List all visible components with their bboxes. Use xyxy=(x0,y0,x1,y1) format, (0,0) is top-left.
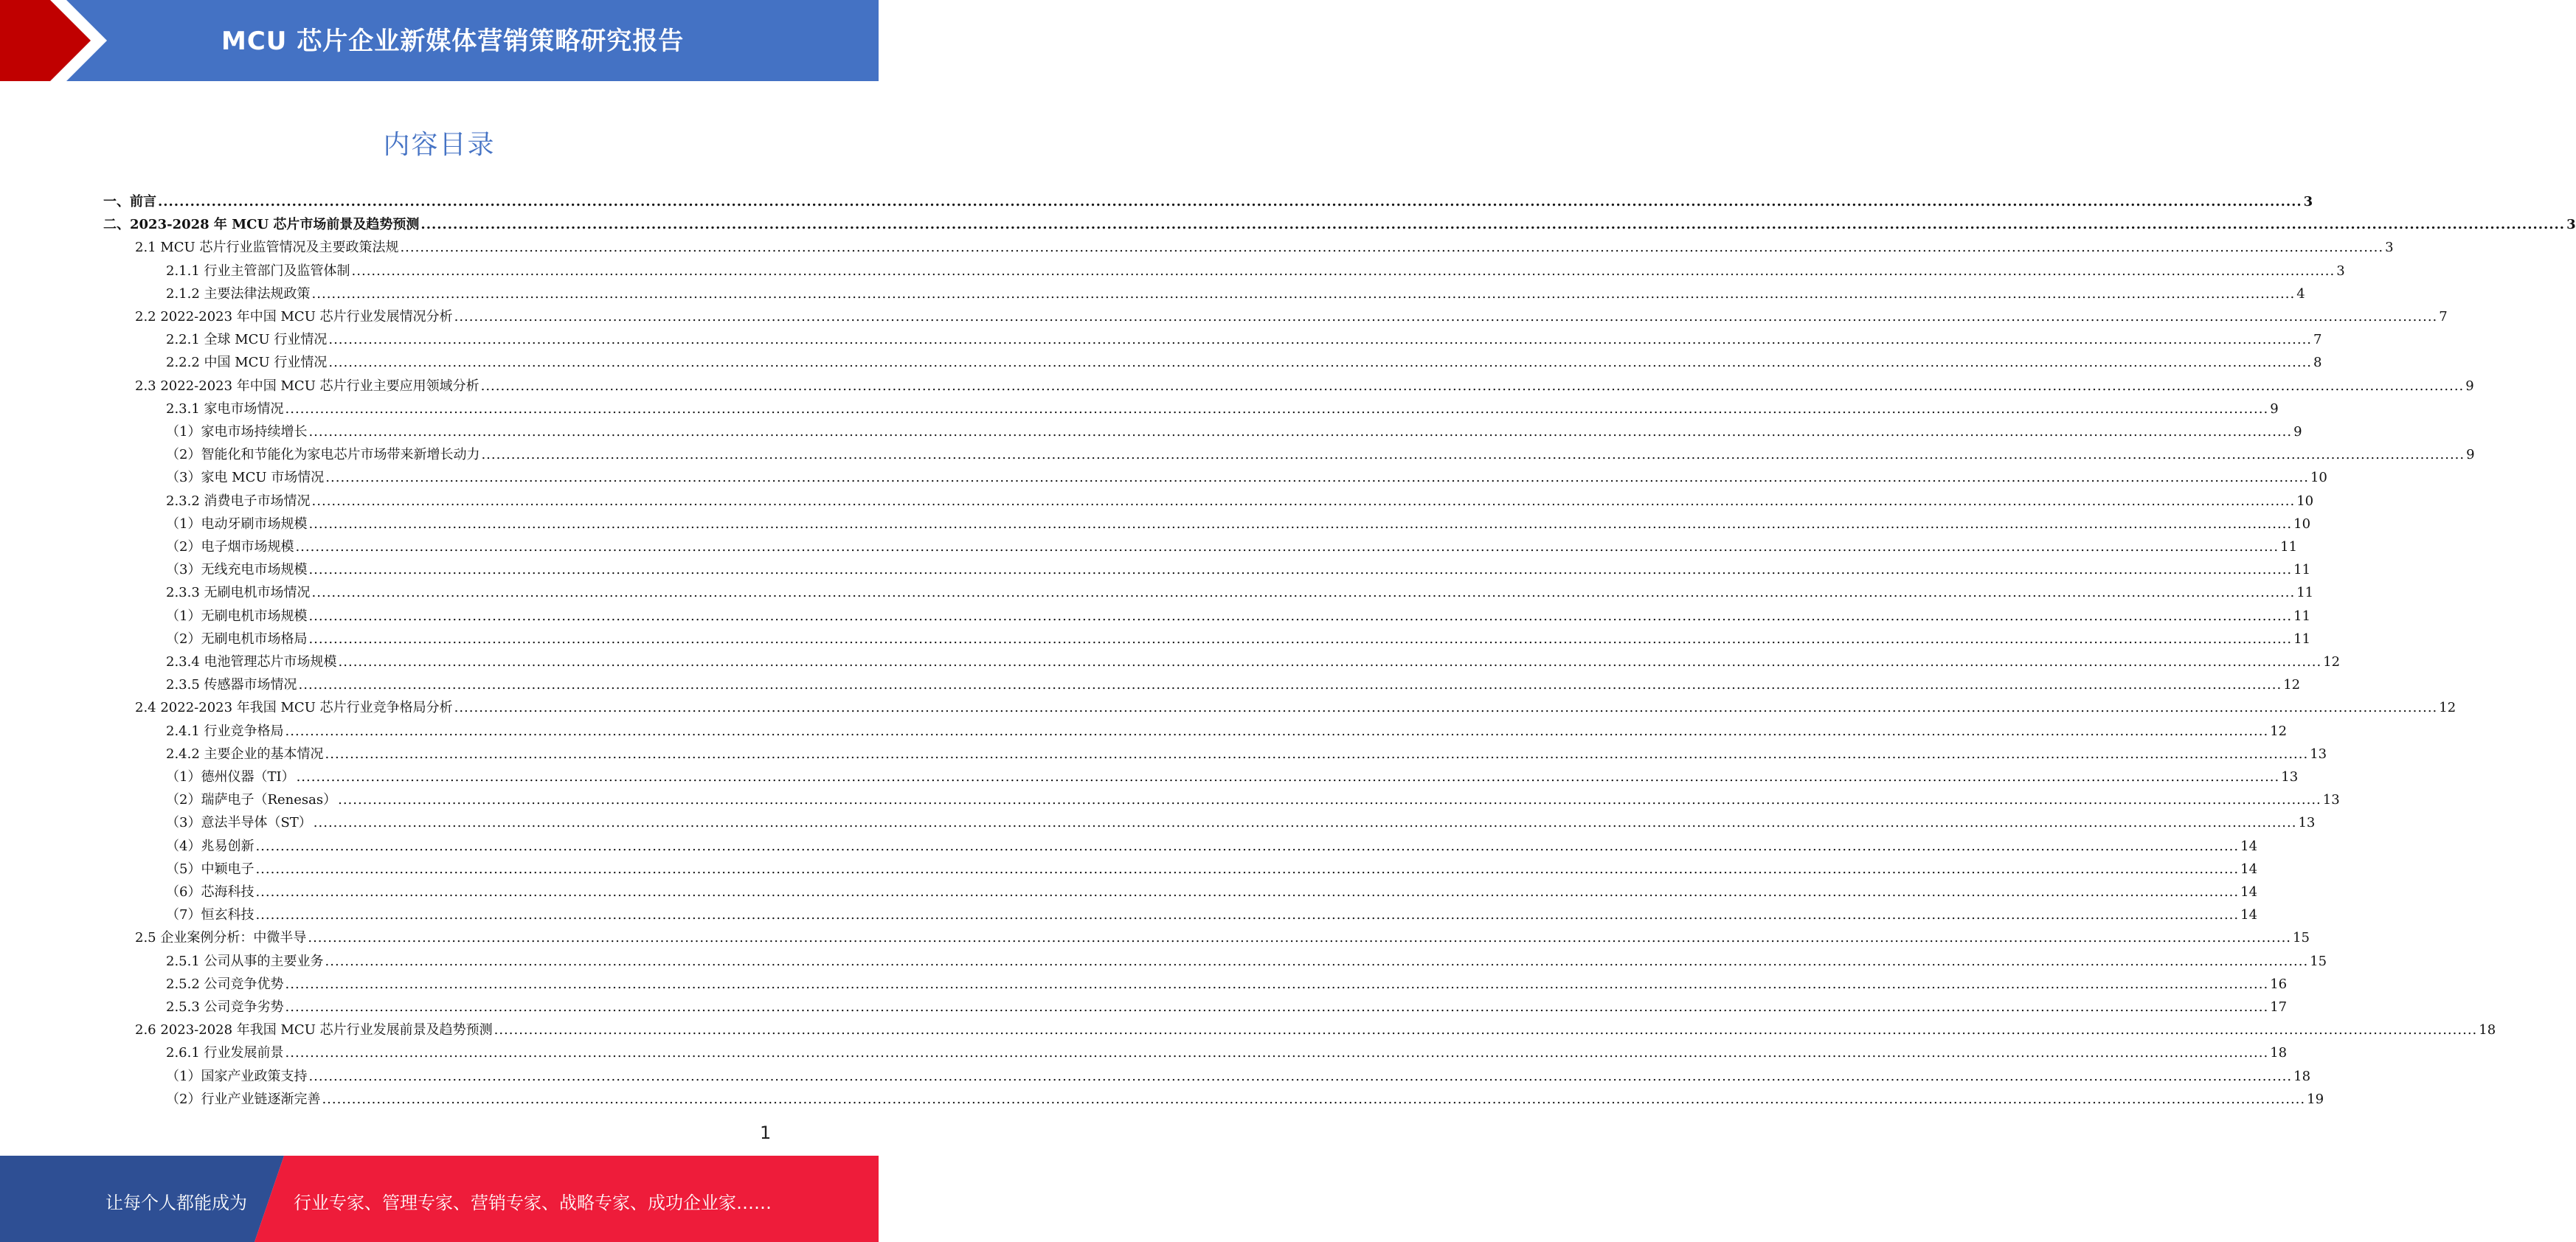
toc-dot-leader: ................................................................................................................................................................................................................................................................................................................................................................................................................ xyxy=(311,585,2296,601)
toc-entry-label: 2.3 2022-2023 年中国 MCU 芯片行业主要应用领域分析 xyxy=(135,378,479,394)
toc-dot-leader: ................................................................................................................................................................................................................................................................................................................................................................................................................ xyxy=(285,976,2269,992)
toc-entry-page: 18 xyxy=(2270,1045,2288,1061)
toc-entry-page: 9 xyxy=(2293,424,2302,440)
toc-entry-label: 2.5.1 公司从事的主要业务 xyxy=(166,953,324,969)
toc-dot-leader: ................................................................................................................................................................................................................................................................................................................................................................................................................ xyxy=(158,194,2302,209)
toc-entry[interactable] xyxy=(166,670,2301,693)
toc-entry-label: （7）恒玄科技 xyxy=(166,907,255,923)
toc-entry-page: 17 xyxy=(2270,999,2288,1015)
toc-entry[interactable] xyxy=(166,970,2288,993)
toc-entry-page: 10 xyxy=(2310,470,2327,486)
toc-entry-page: 13 xyxy=(2281,769,2299,785)
toc-dot-leader: ................................................................................................................................................................................................................................................................................................................................................................................................................ xyxy=(313,815,2297,831)
toc-entry[interactable] xyxy=(166,395,2279,417)
toc-entry-label: （3）意法半导体（ST） xyxy=(166,815,312,831)
toc-entry-page: 11 xyxy=(2293,631,2311,647)
toc-entry-label: 2.5 企业案例分析：中微半导 xyxy=(135,930,307,946)
toc-entry-label: 2.3.1 家电市场情况 xyxy=(166,400,284,417)
toc-entry[interactable] xyxy=(166,740,2327,763)
toc-entry-page: 3 xyxy=(2303,194,2313,209)
toc-entry-label: 一、前言 xyxy=(103,194,156,209)
toc-entry-page: 16 xyxy=(2270,976,2288,992)
toc-entry-page: 14 xyxy=(2240,907,2258,923)
toc-dot-leader: ................................................................................................................................................................................................................................................................................................................................................................................................................ xyxy=(338,654,2322,670)
toc-entry-page: 3 xyxy=(2566,217,2576,233)
toc-entry[interactable] xyxy=(166,878,2258,901)
toc-dot-leader: ................................................................................................................................................................................................................................................................................................................................................................................................................ xyxy=(255,884,2240,900)
toc-entry-label: 2.2.2 中国 MCU 行业情况 xyxy=(166,355,328,371)
toc-entry[interactable] xyxy=(166,417,2302,440)
toc-dot-leader: ................................................................................................................................................................................................................................................................................................................................................................................................................ xyxy=(255,907,2240,923)
toc-entry-page: 11 xyxy=(2293,608,2311,624)
toc-dot-leader: ................................................................................................................................................................................................................................................................................................................................................................................................................ xyxy=(400,240,2384,256)
toc-entry[interactable] xyxy=(166,993,2288,1016)
toc-dot-leader: ................................................................................................................................................................................................................................................................................................................................................................................................................ xyxy=(325,746,2309,762)
toc-entry-page: 18 xyxy=(2479,1022,2496,1038)
toc-entry[interactable] xyxy=(166,832,2258,855)
toc-entry-label: （1）德州仪器（TI） xyxy=(166,769,295,785)
toc-entry[interactable] xyxy=(166,1038,2288,1061)
toc-entry[interactable] xyxy=(135,372,2474,395)
toc-entry[interactable] xyxy=(166,1062,2311,1085)
toc-entry-page: 13 xyxy=(2322,792,2340,808)
toc-entry-label: 2.3.5 传感器市场情况 xyxy=(166,677,297,693)
toc-entry-page: 3 xyxy=(2385,240,2394,256)
toc-entry-page: 12 xyxy=(2270,723,2288,739)
toc-entry[interactable] xyxy=(166,1085,2324,1108)
toc-entry-label: 2.1.1 行业主管部门及监管体制 xyxy=(166,263,350,279)
toc-entry-label: （1）家电市场持续增长 xyxy=(166,424,308,440)
header-band xyxy=(0,0,879,81)
page-number: 1 xyxy=(760,1123,772,1143)
toc-entry-label: （3）家电 MCU 市场情况 xyxy=(166,470,325,486)
toc-dot-leader: ................................................................................................................................................................................................................................................................................................................................................................................................................ xyxy=(295,539,2279,555)
toc-dot-leader: ................................................................................................................................................................................................................................................................................................................................................................................................................ xyxy=(494,1022,2478,1038)
toc-entry[interactable] xyxy=(166,487,2314,510)
toc-entry[interactable] xyxy=(166,602,2311,625)
toc-dot-leader: ................................................................................................................................................................................................................................................................................................................................................................................................................ xyxy=(285,400,2269,417)
toc-entry-label: （2）无刷电机市场格局 xyxy=(166,631,308,647)
toc-entry-page: 18 xyxy=(2293,1068,2311,1084)
toc-entry[interactable] xyxy=(166,785,2340,808)
toc-entry-label: （2）智能化和节能化为家电芯片市场带来新增长动力 xyxy=(166,447,480,463)
toc-entry[interactable] xyxy=(166,648,2341,670)
toc-entry-page: 13 xyxy=(2310,746,2327,762)
toc-entry[interactable] xyxy=(166,808,2316,831)
toc-entry-page: 14 xyxy=(2240,884,2258,900)
toc-entry-page: 10 xyxy=(2293,516,2311,532)
toc-dot-leader: ................................................................................................................................................................................................................................................................................................................................................................................................................ xyxy=(328,332,2313,348)
toc-entry-page: 11 xyxy=(2280,539,2298,555)
toc-entry-page: 9 xyxy=(2270,400,2279,417)
toc-dot-leader: ................................................................................................................................................................................................................................................................................................................................................................................................................ xyxy=(420,217,2566,233)
toc-entry-label: 二、2023-2028 年 MCU 芯片市场前景及趋势预测 xyxy=(103,217,420,233)
toc-dot-leader: ................................................................................................................................................................................................................................................................................................................................................................................................................ xyxy=(454,700,2438,716)
toc-entry[interactable] xyxy=(103,187,2313,210)
toc-entry-page: 11 xyxy=(2293,562,2311,578)
toc-dot-leader: ................................................................................................................................................................................................................................................................................................................................................................................................................ xyxy=(325,953,2309,969)
toc-entry-label: （6）芯海科技 xyxy=(166,884,255,900)
toc-entry[interactable] xyxy=(166,555,2311,578)
toc-entry[interactable] xyxy=(166,578,2314,601)
toc-entry-page: 14 xyxy=(2240,838,2258,854)
toc-dot-leader: ................................................................................................................................................................................................................................................................................................................................................................................................................ xyxy=(298,677,2282,693)
toc-entry[interactable] xyxy=(166,510,2311,532)
toc-entry-page: 8 xyxy=(2313,355,2322,371)
toc-entry-page: 12 xyxy=(2439,700,2456,716)
toc-entry-page: 3 xyxy=(2336,263,2345,279)
toc-dot-leader: ................................................................................................................................................................................................................................................................................................................................................................................................................ xyxy=(308,516,2293,532)
report-title: MCU 芯片企业新媒体营销策略研究报告 xyxy=(221,27,685,56)
toc-entry-label: （2）行业产业链逐渐完善 xyxy=(166,1091,321,1107)
toc-heading: 内容目录 xyxy=(383,130,496,160)
toc-dot-leader: ................................................................................................................................................................................................................................................................................................................................................................................................................ xyxy=(285,1045,2269,1061)
toc-entry[interactable] xyxy=(103,210,2576,233)
toc-entry-label: 2.1.2 主要法律法规政策 xyxy=(166,285,311,302)
toc-entry-label: 2.2 2022-2023 年中国 MCU 芯片行业发展情况分析 xyxy=(135,309,453,325)
footer-band xyxy=(0,1156,879,1242)
toc-entry-page: 13 xyxy=(2298,815,2316,831)
toc-entry-label: （2）电子烟市场规模 xyxy=(166,539,294,555)
toc-dot-leader: ................................................................................................................................................................................................................................................................................................................................................................................................................ xyxy=(325,470,2309,486)
toc-dot-leader: ................................................................................................................................................................................................................................................................................................................................................................................................................ xyxy=(454,309,2438,325)
toc-entry[interactable] xyxy=(135,923,2310,946)
toc-dot-leader: ................................................................................................................................................................................................................................................................................................................................................................................................................ xyxy=(338,792,2321,808)
toc-dot-leader: ................................................................................................................................................................................................................................................................................................................................................................................................................ xyxy=(308,1068,2293,1084)
toc-entry[interactable] xyxy=(166,257,2345,280)
toc-dot-leader: ................................................................................................................................................................................................................................................................................................................................................................................................................ xyxy=(255,838,2240,854)
toc-dot-leader: ................................................................................................................................................................................................................................................................................................................................................................................................................ xyxy=(351,263,2336,279)
footer-slogan-right: 行业专家、管理专家、营销专家、战略专家、成功企业家…… xyxy=(294,1193,772,1213)
toc-dot-leader: ................................................................................................................................................................................................................................................................................................................................................................................................................ xyxy=(308,930,2292,946)
header-arrow-icon xyxy=(0,0,118,81)
toc-entry-label: 2.1 MCU 芯片行业监管情况及主要政策法规 xyxy=(135,240,399,256)
toc-dot-leader: ................................................................................................................................................................................................................................................................................................................................................................................................................ xyxy=(328,355,2313,371)
toc-dot-leader: ................................................................................................................................................................................................................................................................................................................................................................................................................ xyxy=(308,562,2293,578)
toc-entry[interactable] xyxy=(135,1016,2496,1038)
toc-dot-leader: ................................................................................................................................................................................................................................................................................................................................................................................................................ xyxy=(285,999,2269,1015)
toc-entry[interactable] xyxy=(166,763,2299,785)
toc-entry-label: 2.3.2 消费电子市场情况 xyxy=(166,493,311,509)
toc-entry-label: （1）电动牙刷市场规模 xyxy=(166,516,308,532)
toc-entry-label: （5）中颖电子 xyxy=(166,861,255,877)
toc-entry-page: 12 xyxy=(2283,677,2301,693)
toc-entry-label: （2）瑞萨电子（Renesas） xyxy=(166,792,337,808)
toc-entry-label: （1）无刷电机市场规模 xyxy=(166,608,308,624)
toc-entry[interactable] xyxy=(166,855,2258,878)
toc-entry-page: 4 xyxy=(2296,285,2305,302)
toc-entry[interactable] xyxy=(135,233,2394,256)
toc-entry[interactable] xyxy=(166,325,2322,348)
toc-dot-leader: ................................................................................................................................................................................................................................................................................................................................................................................................................ xyxy=(308,424,2293,440)
toc-dot-leader: ................................................................................................................................................................................................................................................................................................................................................................................................................ xyxy=(480,378,2465,394)
toc-dot-leader: ................................................................................................................................................................................................................................................................................................................................................................................................................ xyxy=(322,1091,2306,1107)
toc-dot-leader: ................................................................................................................................................................................................................................................................................................................................................................................................................ xyxy=(481,447,2465,463)
toc-dot-leader: ................................................................................................................................................................................................................................................................................................................................................................................................................ xyxy=(285,723,2269,739)
toc-entry-label: 2.5.3 公司竞争劣势 xyxy=(166,999,284,1015)
toc-entry-label: 2.6 2023-2028 年我国 MCU 芯片行业发展前景及趋势预测 xyxy=(135,1022,493,1038)
footer-slogan-left: 让每个人都能成为 xyxy=(105,1193,247,1213)
toc-entry-label: （4）兆易创新 xyxy=(166,838,255,854)
toc-entry-label: 2.6.1 行业发展前景 xyxy=(166,1045,284,1061)
toc-entry-label: （3）无线充电市场规模 xyxy=(166,562,308,578)
toc-entry-page: 11 xyxy=(2296,585,2314,601)
toc-entry[interactable] xyxy=(166,717,2288,740)
toc-dot-leader: ................................................................................................................................................................................................................................................................................................................................................................................................................ xyxy=(308,631,2293,647)
toc-entry-page: 7 xyxy=(2439,309,2448,325)
toc-entry-page: 9 xyxy=(2465,378,2474,394)
toc-dot-leader: ................................................................................................................................................................................................................................................................................................................................................................................................................ xyxy=(308,608,2293,624)
toc-entry[interactable] xyxy=(166,532,2298,555)
toc-entry-page: 19 xyxy=(2307,1091,2324,1107)
toc-entry-page: 12 xyxy=(2323,654,2341,670)
toc-entry-page: 15 xyxy=(2310,953,2327,969)
toc-entry-label: 2.4 2022-2023 年我国 MCU 芯片行业竞争格局分析 xyxy=(135,700,453,716)
toc-dot-leader: ................................................................................................................................................................................................................................................................................................................................................................................................................ xyxy=(296,769,2280,785)
toc-entry-label: 2.2.1 全球 MCU 行业情况 xyxy=(166,332,328,348)
toc-entry-page: 10 xyxy=(2296,493,2314,509)
toc-entry[interactable] xyxy=(166,440,2475,463)
toc-entry-label: 2.4.1 行业竞争格局 xyxy=(166,723,284,739)
toc-entry[interactable] xyxy=(166,280,2305,302)
toc-dot-leader: ................................................................................................................................................................................................................................................................................................................................................................................................................ xyxy=(311,285,2296,302)
toc-entry[interactable] xyxy=(166,348,2322,371)
toc-dot-leader: ................................................................................................................................................................................................................................................................................................................................................................................................................ xyxy=(311,493,2296,509)
toc-entry[interactable] xyxy=(135,693,2456,716)
toc-entry[interactable] xyxy=(166,625,2311,648)
toc-entry-label: 2.3.3 无刷电机市场情况 xyxy=(166,585,311,601)
toc-entry-label: （1）国家产业政策支持 xyxy=(166,1068,308,1084)
toc-entry[interactable] xyxy=(166,947,2327,970)
toc-entry-page: 14 xyxy=(2240,861,2258,877)
toc-entry-page: 15 xyxy=(2293,930,2310,946)
toc-entry[interactable] xyxy=(166,463,2327,486)
toc-entry[interactable] xyxy=(166,901,2258,923)
toc-entry[interactable] xyxy=(135,302,2448,325)
toc-entry-page: 9 xyxy=(2466,447,2475,463)
toc-entry-label: 2.5.2 公司竞争优势 xyxy=(166,976,284,992)
toc-entry-page: 7 xyxy=(2313,332,2322,348)
toc-entry-label: 2.3.4 电池管理芯片市场规模 xyxy=(166,654,337,670)
toc-dot-leader: ................................................................................................................................................................................................................................................................................................................................................................................................................ xyxy=(255,861,2240,877)
toc-entry-label: 2.4.2 主要企业的基本情况 xyxy=(166,746,324,762)
